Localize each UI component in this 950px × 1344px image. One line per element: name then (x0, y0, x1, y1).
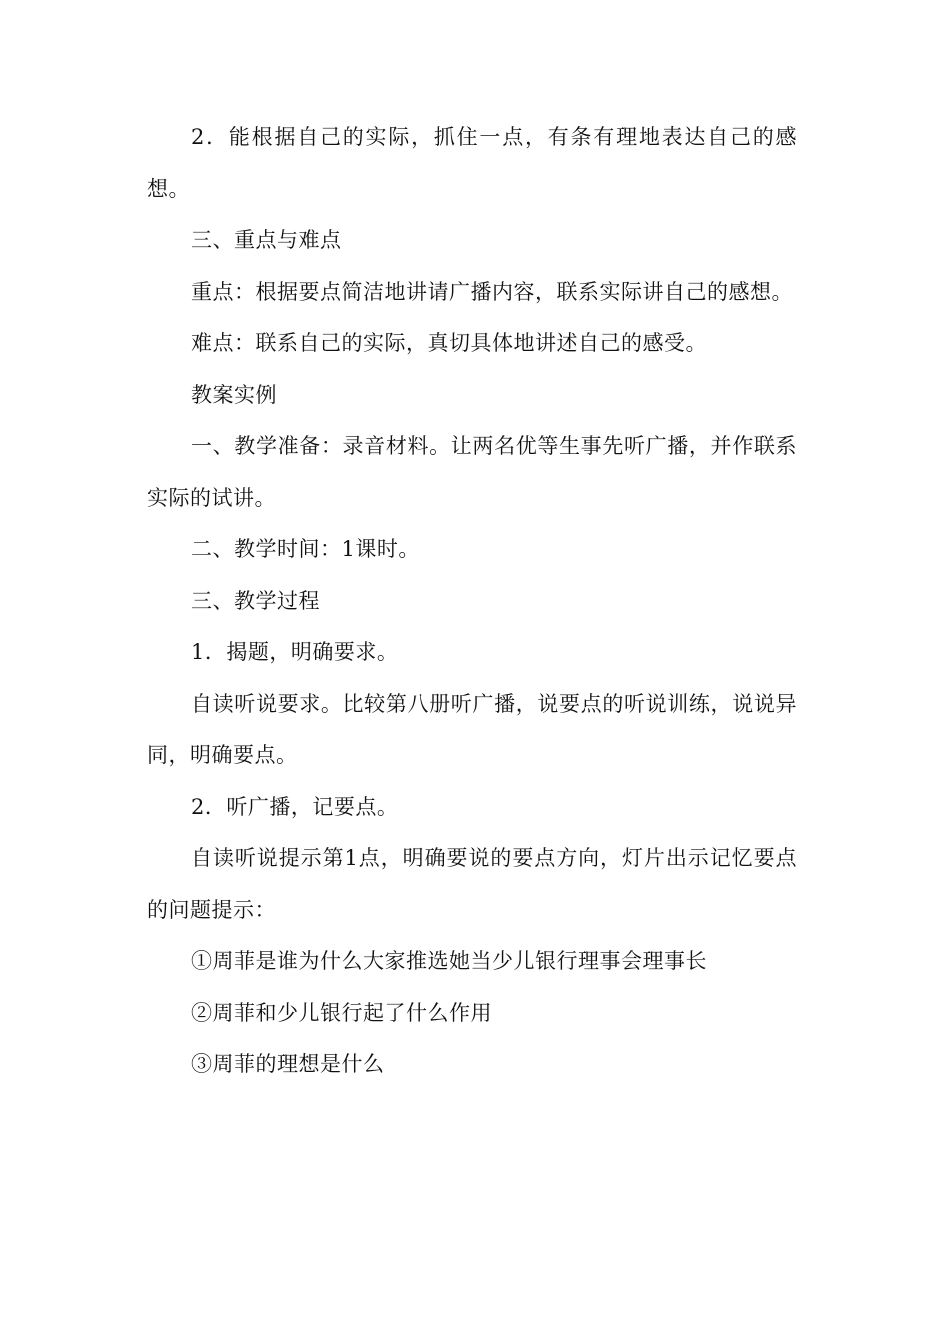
paragraph-difficulty: 难点：联系自己的实际，真切具体地讲述自己的感受。 (191, 331, 707, 355)
paragraph-step-2: 2．听广播，记要点。 (191, 794, 399, 819)
list-item-question-1: ①周菲是谁为什么大家推选她当少儿银行理事会理事长 (191, 949, 707, 973)
paragraph-goal-2: 2．能根据自己的实际，抓住一点，有条有理地表达自己的感想。 (147, 125, 797, 201)
paragraph-step-1-detail: 自读听说要求。比较第八册听广播，说要点的听说训练，说说异同，明确要点。 (147, 691, 797, 767)
paragraph-key-point: 重点：根据要点简洁地讲请广播内容，联系实际讲自己的感想。 (191, 279, 793, 304)
paragraph-preparation: 一、教学准备：录音材料。让两名优等生事先听广播，并作联系实际的试讲。 (147, 434, 797, 510)
paragraph-time: 二、教学时间：1课时。 (191, 537, 420, 561)
heading-key-points: 三、重点与难点 (191, 228, 342, 252)
heading-process: 三、教学过程 (191, 588, 320, 613)
list-item-question-2: ②周菲和少儿银行起了什么作用 (191, 1000, 492, 1025)
paragraph-step-1: 1．揭题，明确要求。 (191, 640, 399, 664)
paragraph-step-2-detail: 自读听说提示第1点，明确要说的要点方向，灯片出示记忆要点的问题提示： (147, 846, 797, 922)
document-body (147, 112, 797, 1091)
list-item-question-3: ③周菲的理想是什么 (191, 1052, 385, 1076)
heading-lesson-example: 教案实例 (191, 382, 277, 407)
